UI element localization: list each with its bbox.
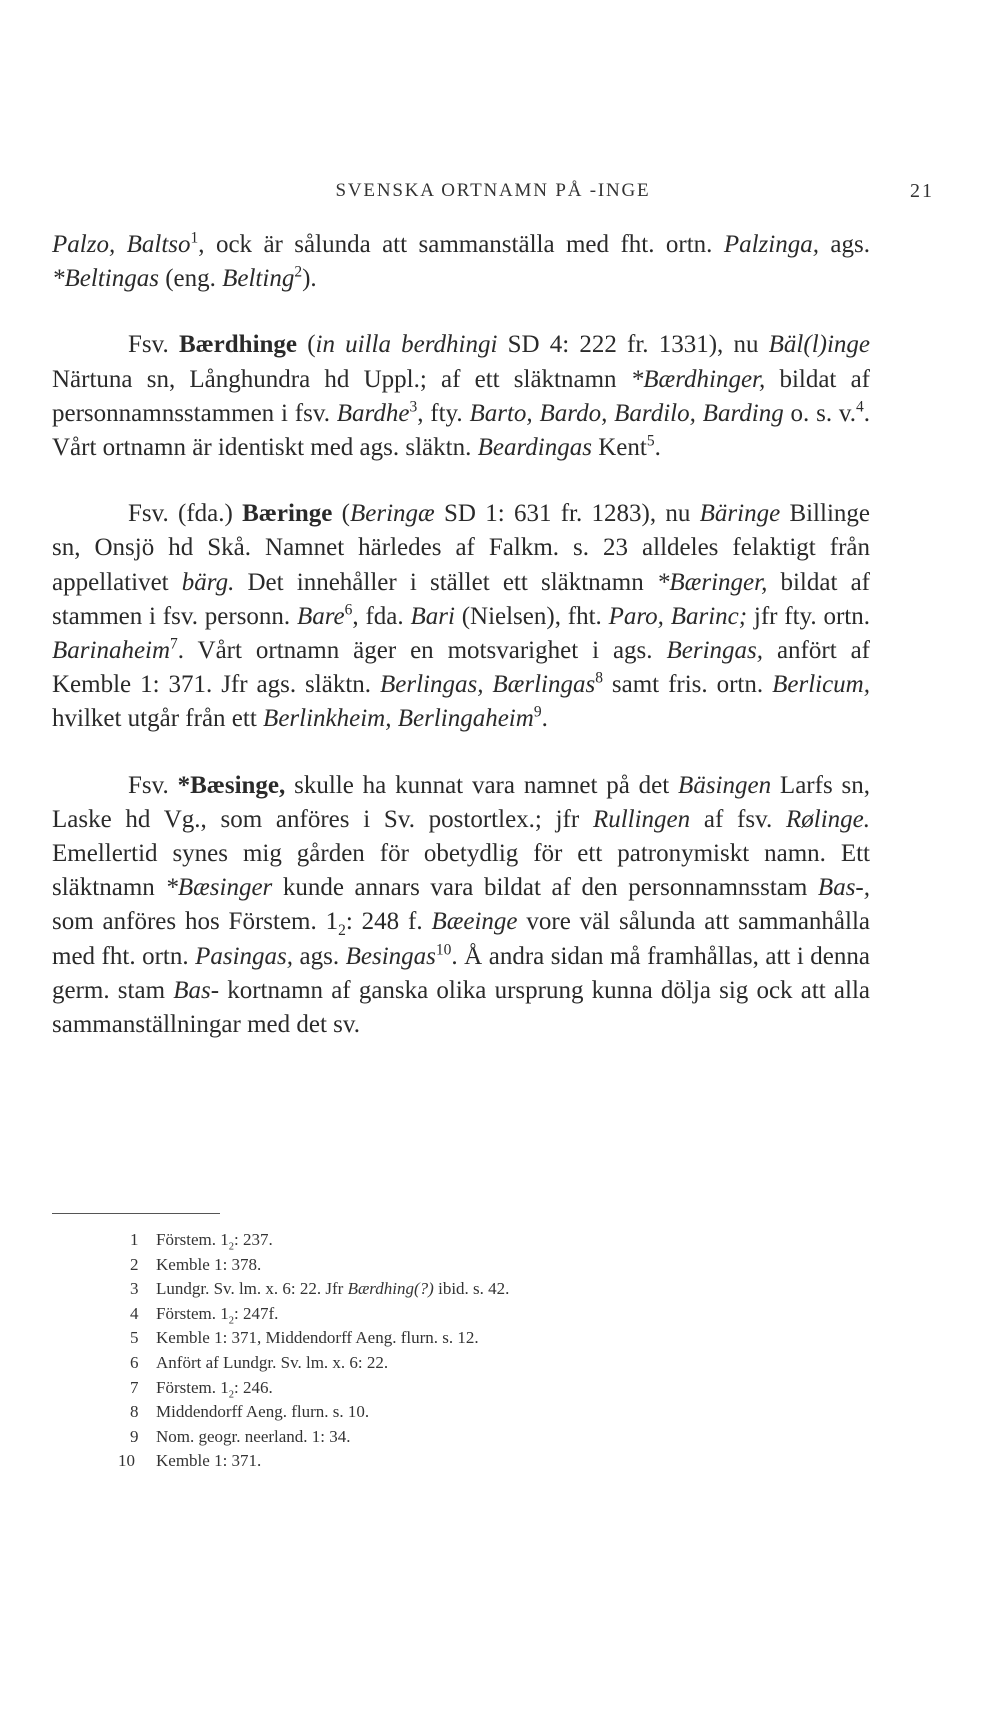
running-head bbox=[52, 180, 934, 210]
text-run: kunde annars vara bildat af den personnamnsstam bbox=[272, 874, 818, 902]
text-run: kortnamn af ganska olika ursprung kunna dölja sig ock att alla sammanställningar med det sv. bbox=[52, 976, 870, 1039]
text-run: jfr fty. ortn. bbox=[747, 602, 870, 630]
italic-text: Bærdhing(?) bbox=[347, 1279, 434, 1299]
footnote-ref: 7 bbox=[170, 635, 178, 653]
footnote-ref: 6 bbox=[344, 601, 353, 619]
text-run: ags. bbox=[293, 942, 346, 970]
paragraph bbox=[52, 497, 870, 736]
text-run: : 248 f. bbox=[345, 908, 432, 936]
italic-text: Pasingas, bbox=[195, 942, 294, 970]
text-run: ags. bbox=[819, 231, 870, 258]
italic-text: Palzo, Baltso bbox=[52, 231, 191, 258]
text-run: skulle ha kunnat vara namnet på det bbox=[285, 771, 679, 799]
footnote bbox=[130, 1376, 830, 1401]
italic-text: bärg. bbox=[181, 568, 235, 596]
footnote-number: 2 bbox=[130, 1254, 139, 1274]
footnote-ref: 10 bbox=[435, 941, 452, 959]
subscript: 2 bbox=[228, 1388, 234, 1400]
text-run: (Nielsen), fht. bbox=[454, 602, 609, 630]
text-run: , fty. bbox=[417, 399, 470, 427]
italic-text: Bæeinge bbox=[431, 908, 518, 936]
paragraph bbox=[52, 228, 870, 296]
italic-text: Bardhe bbox=[336, 399, 410, 427]
italic-text: Barinaheim bbox=[52, 637, 171, 665]
text-run: . Vårt ortnamn äger en motsvarighet i ags. bbox=[177, 637, 667, 665]
footnote-ref: 8 bbox=[595, 669, 603, 687]
text-run: , fda. bbox=[352, 602, 411, 630]
text-run: som anföres hos Förstem. 1 bbox=[52, 908, 339, 936]
text-run: Kemble 1: 378. bbox=[156, 1254, 262, 1274]
italic-text: Beringas, bbox=[666, 637, 764, 665]
body-text bbox=[52, 228, 870, 1042]
footnote bbox=[130, 1326, 830, 1351]
italic-text: Bari bbox=[410, 602, 455, 630]
text-run: : 237. bbox=[234, 1230, 273, 1249]
footnote-number: 5 bbox=[130, 1328, 139, 1348]
footnote-number: 3 bbox=[130, 1279, 139, 1299]
text-run: : 246. bbox=[234, 1377, 273, 1397]
italic-text: Rullingen bbox=[592, 805, 691, 833]
footnote-ref: 9 bbox=[533, 704, 542, 722]
footnote-number: 1 bbox=[130, 1230, 139, 1249]
italic-text: *Beltingas bbox=[52, 265, 159, 293]
italic-text: Beardingas bbox=[477, 434, 592, 462]
text-run: SD 4: 222 fr. 1331), nu bbox=[497, 331, 769, 359]
text-run: Det innehåller i stället ett släktnamn bbox=[234, 568, 657, 596]
text-run: , ock är sålunda att sammanställa med fht. ortn. bbox=[198, 231, 724, 258]
italic-text: Berlicum, bbox=[772, 671, 870, 699]
italic-text: Beringæ bbox=[350, 500, 435, 528]
headword: Bæringe bbox=[242, 500, 333, 528]
text-run: (eng. bbox=[158, 265, 223, 293]
text-run: Fsv. bbox=[128, 771, 178, 799]
footnote-number: 10 bbox=[118, 1451, 135, 1471]
headword: Bærdhinge bbox=[178, 331, 298, 359]
text-run: Larfs sn, Laske hd Vg., som anföres i Sv. postortlex.; jfr bbox=[52, 771, 870, 833]
text-run: Närtuna sn, Långhundra hd Uppl.; af ett släktnamn bbox=[52, 365, 631, 393]
text-run: af fsv. bbox=[690, 805, 786, 833]
footnote-number: 4 bbox=[130, 1303, 139, 1323]
text-run: bildat af stammen i fsv. personn. bbox=[52, 568, 870, 630]
italic-text: Belting bbox=[222, 265, 295, 293]
text-run: ( bbox=[332, 500, 351, 528]
italic-text: Bas-, bbox=[817, 874, 870, 902]
italic-text: Palzinga, bbox=[723, 231, 819, 258]
footnote-separator bbox=[52, 1213, 220, 1214]
italic-text: Berlingas, Bærlingas bbox=[379, 671, 596, 699]
text-run: Fsv. (fda.) bbox=[128, 500, 243, 528]
subscript: 2 bbox=[338, 922, 346, 940]
text-run: Lundgr. Sv. lm. x. 6: 22. Jfr bbox=[156, 1279, 348, 1299]
text-run: Kemble 1: 371. bbox=[156, 1451, 262, 1471]
footnotes bbox=[118, 1228, 830, 1474]
italic-text: Bäringe bbox=[699, 500, 781, 528]
italic-text: Besingas bbox=[345, 942, 436, 970]
italic-text: Bare bbox=[296, 602, 345, 630]
footnote bbox=[130, 1351, 830, 1376]
italic-text: *Bæsinger bbox=[165, 874, 273, 902]
page-number: 21 bbox=[910, 180, 934, 202]
paragraph bbox=[52, 769, 870, 1043]
text-run: Förstem. 1 bbox=[156, 1230, 229, 1249]
text-run: . Vårt ortnamn är identiskt med ags. släktn. bbox=[52, 399, 871, 462]
text-run: anfört af Kemble 1: 371. Jfr ags. släktn. bbox=[52, 637, 870, 699]
text-run: hvilket utgår från ett bbox=[52, 705, 264, 733]
footnote-number: 9 bbox=[130, 1426, 139, 1446]
text-run: ibid. s. 42. bbox=[433, 1279, 510, 1299]
footnote-number: 7 bbox=[130, 1377, 139, 1397]
footnote bbox=[130, 1277, 830, 1302]
italic-text: Bäsingen bbox=[678, 771, 772, 799]
footnote bbox=[130, 1425, 830, 1450]
text-run: Förstem. 1 bbox=[156, 1377, 229, 1397]
footnote-ref: 3 bbox=[409, 398, 418, 416]
text-run: Kent bbox=[591, 434, 647, 462]
footnote-ref: 4 bbox=[856, 398, 864, 416]
text-run: Nom. geogr. neerland. 1: 34. bbox=[156, 1426, 351, 1446]
text-run: . bbox=[541, 705, 548, 733]
running-head-title: SVENSKA ORTNAMN PÅ -INGE bbox=[335, 180, 651, 201]
text-run: Anfört af Lundgr. Sv. lm. x. 6: 22. bbox=[156, 1352, 389, 1372]
text-run: ). bbox=[302, 265, 317, 293]
footnote bbox=[130, 1228, 830, 1253]
text-run: Emellertid synes mig gården för obetydlig för ett patronymiskt namn. Ett släktnamn bbox=[52, 840, 870, 902]
text-run: Middendorff Aeng. flurn. s. 10. bbox=[156, 1402, 370, 1422]
footnote bbox=[130, 1253, 830, 1278]
text-run: Fsv. bbox=[128, 331, 179, 359]
footnote bbox=[130, 1400, 830, 1425]
subscript: 2 bbox=[228, 1241, 234, 1253]
footnote-number: 6 bbox=[130, 1352, 139, 1372]
text-run: : 247f. bbox=[234, 1303, 279, 1323]
text-run: SD 1: 631 fr. 1283), nu bbox=[434, 500, 700, 528]
text-run: ( bbox=[297, 331, 316, 359]
italic-text: Barto, Bardo, Bardilo, Barding bbox=[469, 399, 784, 427]
footnote-number: 8 bbox=[130, 1402, 139, 1422]
paragraph bbox=[52, 328, 870, 465]
headword: *Bæsinge, bbox=[177, 771, 286, 799]
italic-text: *Bærdhinger, bbox=[630, 365, 766, 393]
italic-text: Bas- bbox=[173, 976, 220, 1004]
footnote-ref: 5 bbox=[646, 432, 655, 450]
text-run: vore väl sålunda att sammanhålla med fht. ortn. bbox=[52, 908, 871, 970]
text-run: Billinge sn, Onsjö hd Skå. Namnet härledes af Falkm. s. 23 alldeles felaktigt från appellativet bbox=[52, 500, 870, 596]
footnote bbox=[130, 1302, 830, 1327]
footnote-ref: 2 bbox=[294, 263, 303, 281]
italic-text: Rølinge. bbox=[785, 805, 870, 833]
text-run: Förstem. 1 bbox=[156, 1303, 229, 1323]
footnote-ref: 1 bbox=[190, 229, 199, 247]
text-run: samt fris. ortn. bbox=[602, 671, 773, 699]
italic-text: *Bæringer, bbox=[656, 568, 768, 596]
text-run: . bbox=[654, 434, 661, 462]
footnote bbox=[118, 1449, 830, 1474]
subscript: 2 bbox=[228, 1315, 234, 1327]
text-run: . Å andra sidan må framhållas, att i denna germ. stam bbox=[52, 942, 870, 1004]
text-run: Kemble 1: 371, Middendorff Aeng. flurn. s. 12. bbox=[156, 1328, 479, 1348]
italic-text: Paro, Barinc; bbox=[608, 602, 748, 630]
italic-text: in uilla berdhingi bbox=[315, 331, 498, 359]
text-run: o. s. v. bbox=[783, 399, 857, 427]
italic-text: Berlinkheim, Berlingaheim bbox=[263, 705, 534, 733]
italic-text: Bäl(l)inge bbox=[768, 331, 871, 359]
text-run: bildat af personnamnsstammen i fsv. bbox=[52, 365, 871, 427]
